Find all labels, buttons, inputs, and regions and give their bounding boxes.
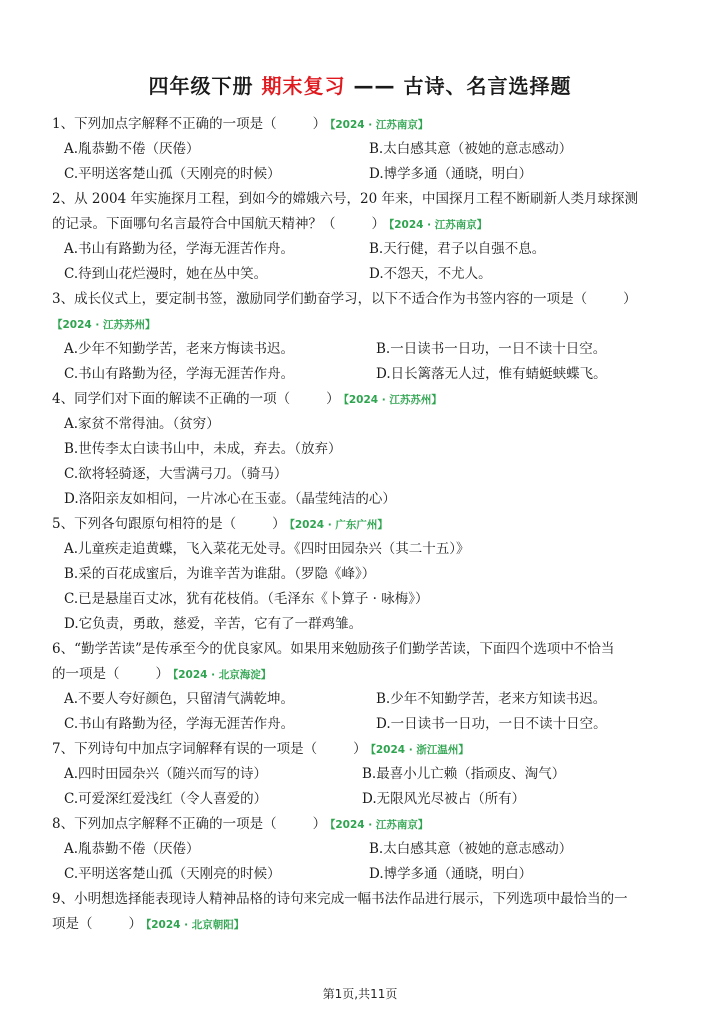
option-d: D.博学多通（通晓，明白） (369, 866, 533, 882)
source-tag: 【2024 · 江苏南京】 (330, 119, 429, 131)
question-5-option-d: D.它负责，勇敢，慈爱，辛苦，它有了一群鸡雏。 (64, 616, 363, 632)
question-1-stem: 1、下列加点字解释不正确的一项是（ ） 【2024 · 江苏南京】 (52, 116, 429, 132)
question-8-options-cd (52, 862, 674, 887)
page-number: 第1页,共11页 (322, 987, 398, 1001)
option-b: B.少年不知勤学苦，老来方知读书迟。 (376, 691, 607, 707)
option-c: C.可爱深红爱浅红（令人喜爱的） (64, 791, 268, 807)
title-grade: 四年级下册 (148, 74, 254, 98)
question-5-stem: 5、下列各句跟原句相符的是（ ） 【2024 · 广东广州】 (52, 516, 388, 532)
question-4-option-d: D.洛阳亲友如相问，一片冰心在玉壶。（晶莹纯洁的心） (64, 491, 396, 507)
title-topic: —— 古诗、名言选择题 (353, 74, 572, 98)
option-b: B.天行健，君子以自强不息。 (369, 241, 546, 257)
question-6-stem-line2: 的一项是（ ） 【2024 · 北京海淀】 (52, 666, 272, 682)
option-c: C.平明送客楚山孤（天刚亮的时候） (64, 866, 281, 882)
question-2-options-cd (52, 262, 674, 287)
question-3-stem-line1: 3、成长仪式上，要定制书签，激励同学们勤奋学习，以下不适合作为书签内容的一项是（ ） (52, 291, 637, 307)
option-a: A.四时田园杂兴（随兴而写的诗） (64, 766, 268, 782)
question-5-option-a: A.儿童疾走追黄蝶，飞入菜花无处寻。《四时田园杂兴（其二十五）》 (64, 541, 470, 557)
question-4-option-a: A.家贫不常得油。（贫穷） (64, 416, 220, 432)
question-3-options-cd (52, 362, 674, 387)
option-b: B.最喜小儿亡赖（指顽皮、淘气） (362, 766, 566, 782)
option-c: C.待到山花烂漫时，她在丛中笑。 (64, 266, 268, 282)
option-d: D.一日读书一日功，一日不读十日空。 (376, 716, 607, 732)
question-4-option-c: C.欲将轻骑逐，大雪满弓刀。（骑马） (64, 466, 288, 482)
option-c: C.书山有路勤为径，学海无涯苦作舟。 (64, 366, 295, 382)
source-tag: 【2024 · 江苏苏州】 (52, 319, 156, 331)
page-title (0, 70, 720, 99)
source-tag: 【2024 · 广东广州】 (289, 519, 388, 531)
option-a: A.不要人夸好颜色，只留清气满乾坤。 (64, 691, 295, 707)
source-tag: 【2024 · 北京海淀】 (173, 669, 272, 681)
option-b: B.太白感其意（被她的意志感动） (369, 141, 573, 157)
source-tag: 【2024 · 北京朝阳】 (146, 919, 245, 931)
option-b: B.太白感其意（被她的意志感动） (369, 841, 573, 857)
question-2-options-ab (52, 237, 674, 262)
option-d: D.无限风光尽被占（所有） (362, 791, 526, 807)
question-4-option-b: B.世传李太白读书山中，未成，弃去。（放弃） (64, 441, 342, 457)
option-a: A.书山有路勤为径，学海无涯苦作舟。 (64, 241, 295, 257)
option-c: C.平明送客楚山孤（天刚亮的时候） (64, 166, 281, 182)
question-2-stem-line2: 的记录。下面哪句名言最符合中国航天精神？（ ） 【2024 · 江苏南京】 (52, 216, 488, 232)
option-a: A.少年不知勤学苦，老来方悔读书迟。 (64, 341, 295, 357)
title-highlight: 期末复习 (261, 74, 346, 98)
question-1-options-cd (52, 162, 674, 187)
source-tag: 【2024 · 浙江温州】 (370, 744, 469, 756)
source-tag: 【2024 · 江苏南京】 (389, 219, 488, 231)
question-5-option-c: C.已是悬崖百丈冰，犹有花枝俏。（毛泽东《卜算子 · 咏梅》） (64, 591, 429, 607)
option-c: C.书山有路勤为径，学海无涯苦作舟。 (64, 716, 295, 732)
question-7-stem: 7、下列诗句中加点字词解释有误的一项是（ ） 【2024 · 浙江温州】 (52, 741, 469, 757)
question-7-options-ab (52, 762, 674, 787)
source-tag: 【2024 · 江苏南京】 (330, 819, 429, 831)
question-6-options-ab (52, 687, 674, 712)
question-1-options-ab (52, 137, 674, 162)
option-a: A.胤恭勤不倦（厌倦） (64, 841, 200, 857)
question-9-stem-line2: 项是（ ） 【2024 · 北京朝阳】 (52, 916, 245, 932)
question-3-options-ab (52, 337, 674, 362)
option-b: B.一日读书一日功，一日不读十日空。 (376, 341, 607, 357)
source-tag: 【2024 · 江苏苏州】 (343, 394, 442, 406)
question-5-option-b: B.采的百花成蜜后，为谁辛苦为谁甜。（罗隐《峰》） (64, 566, 376, 582)
option-a: A.胤恭勤不倦（厌倦） (64, 141, 200, 157)
question-6-options-cd (52, 712, 674, 737)
question-8-options-ab (52, 837, 674, 862)
question-7-options-cd (52, 787, 674, 812)
question-8-stem: 8、下列加点字解释不正确的一项是（ ） 【2024 · 江苏南京】 (52, 816, 429, 832)
question-2-stem-line1: 2、从 2004 年实施探月工程，到如今的嫦娥六号，20 年来，中国探月工程不断刷新人类月球探测 (52, 191, 638, 207)
question-4-stem: 4、同学们对下面的解读不正确的一项（ ） 【2024 · 江苏苏州】 (52, 391, 442, 407)
question-6-stem-line1: 6、“勤学苦读”是传承至今的优良家风。如果用来勉励孩子们勤学苦读，下面四个选项中不恰当 (52, 641, 615, 657)
question-list (52, 112, 674, 937)
option-d: D.博学多通（通晓，明白） (369, 166, 533, 182)
question-9-stem-line1: 9、小明想选择能表现诗人精神品格的诗句来完成一幅书法作品进行展示，下列选项中最恰当的一 (52, 891, 628, 907)
option-d: D.日长篱落无人过，惟有蜻蜓蛱蝶飞。 (376, 366, 607, 382)
option-d: D.不怨天，不尤人。 (369, 266, 492, 282)
question-3-source (52, 312, 674, 337)
